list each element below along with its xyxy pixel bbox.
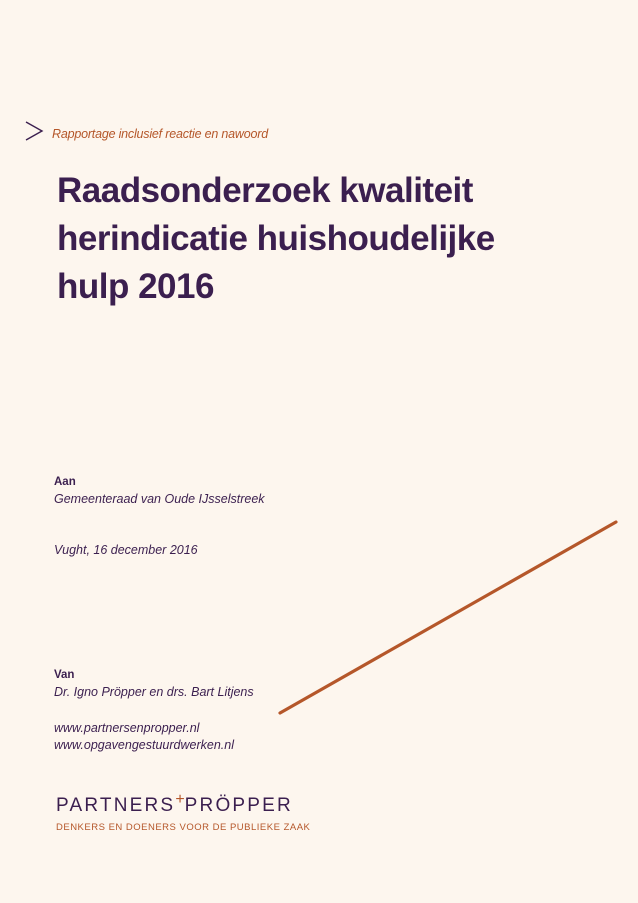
company-logo bbox=[56, 791, 293, 817]
sender-names: Dr. Igno Pröpper en drs. Bart Litjens bbox=[54, 685, 254, 699]
title-line: Raadsonderzoek kwaliteit bbox=[57, 171, 473, 210]
recipient-label: Aan bbox=[54, 476, 76, 488]
logo-text: PRÖPPER bbox=[184, 795, 293, 816]
place-date: Vught, 16 december 2016 bbox=[54, 543, 198, 557]
recipient-name: Gemeenteraad van Oude IJsselstreek bbox=[54, 492, 265, 506]
sender-label: Van bbox=[54, 669, 75, 681]
report-title bbox=[57, 167, 597, 311]
website-link[interactable]: www.opgavengestuurdwerken.nl bbox=[54, 738, 234, 752]
chevron-right-icon bbox=[24, 120, 46, 142]
title-line: herindicatie huishoudelijke bbox=[57, 219, 495, 258]
logo-tagline: DENKERS EN DOENERS VOOR DE PUBLIEKE ZAAK bbox=[56, 822, 311, 833]
plus-icon: + bbox=[175, 791, 185, 808]
logo-text: PARTNERS bbox=[56, 795, 176, 816]
website-link[interactable]: www.partnersenpropper.nl bbox=[54, 721, 200, 735]
report-subtitle: Rapportage inclusief reactie en nawoord bbox=[52, 127, 268, 141]
title-line: hulp 2016 bbox=[57, 267, 214, 306]
